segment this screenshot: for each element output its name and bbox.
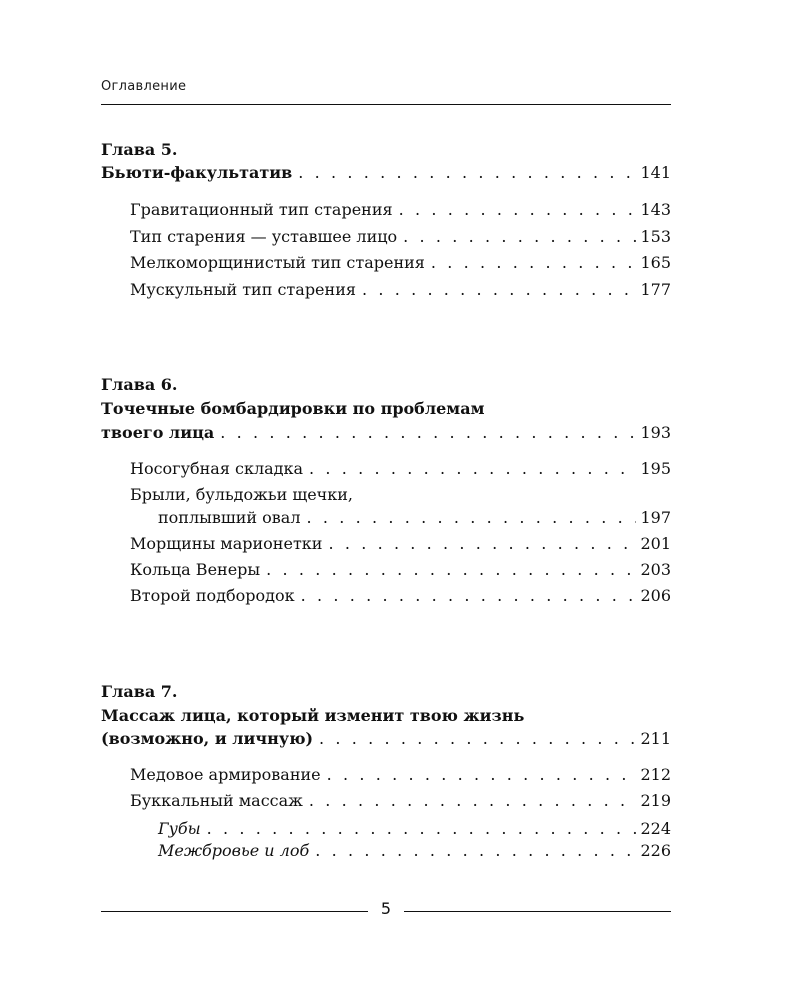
chapter-label-text: Глава 6. [101,375,178,394]
dot-leader [301,586,637,606]
page-number: 197 [640,508,671,527]
chapter-title-line [101,706,524,726]
page-number: 212 [640,765,671,784]
toc-entry[interactable] [130,534,671,554]
dot-leader [362,280,637,300]
page-number: 193 [640,423,671,442]
toc-entry[interactable] [130,765,671,785]
toc-subentry[interactable] [158,841,671,861]
dot-leader [431,253,637,273]
dot-leader [307,508,637,528]
dot-leader [399,200,637,220]
dot-leader [266,560,636,580]
dot-leader [309,791,637,811]
entry-title: Брыли, бульдожьи щечки, [130,485,353,504]
chapter-label [101,140,177,160]
page-number: 177 [640,280,671,299]
footer-rule-left [101,911,368,912]
toc-entry[interactable] [130,560,671,580]
page-number: 206 [640,586,671,605]
toc-entry[interactable] [130,459,671,479]
page-number: 211 [640,729,671,748]
dot-leader [220,423,636,443]
entry-title: Второй подбородок [130,586,295,605]
chapter-label-text: Глава 7. [101,682,178,701]
page-number: 201 [640,534,671,553]
entry-title: Морщины марионетки [130,534,323,553]
chapter-title: (возможно, и личную) [101,729,314,748]
chapter-title: Бьюти-факультатив [101,163,293,182]
chapter-label [101,375,177,395]
page-number: 141 [640,163,671,182]
running-head: Оглавление [101,79,187,94]
page-number: 143 [640,200,671,219]
dot-leader [309,459,636,479]
toc-entry[interactable] [130,227,671,247]
chapter-title: Массаж лица, который изменит твою жизнь [101,706,525,725]
dot-leader [298,163,636,183]
header-rule [101,104,671,105]
toc-entry[interactable] [130,586,671,606]
page-number: 224 [640,819,671,838]
toc-entry[interactable] [130,280,671,300]
subentry-title: Межбровье и лоб [158,841,310,860]
dot-leader [315,841,636,861]
dot-leader [327,765,637,785]
page-number: 153 [640,227,671,246]
page-number: 203 [640,560,671,579]
chapter-title-line[interactable] [101,163,671,183]
toc-entry[interactable] [130,791,671,811]
chapter-title-line[interactable] [101,729,671,749]
page-number: 165 [640,253,671,272]
entry-title: Буккальный массаж [130,791,303,810]
entry-title: Носогубная складка [130,459,304,478]
dot-leader [207,819,637,839]
dot-leader [328,534,636,554]
chapter-label-text: Глава 5. [101,140,178,159]
footer-rule-right [404,911,671,912]
subentry-title: Губы [158,819,201,838]
toc-entry-first-line[interactable] [130,485,671,505]
toc-entry[interactable] [158,508,671,528]
page-number: 195 [640,459,671,478]
entry-title: Кольца Венеры [130,560,261,579]
chapter-title: Точечные бомбардировки по проблемам [101,399,485,418]
page-number: 226 [640,841,671,860]
dot-leader [319,729,636,749]
page-folio: 5 [380,899,392,918]
entry-title: Мускульный тип старения [130,280,356,299]
dot-leader [403,227,636,247]
entry-title: поплывший овал [158,508,301,527]
entry-title: Гравитационный тип старения [130,200,393,219]
entry-title: Медовое армирование [130,765,321,784]
toc-subentry[interactable] [158,819,671,839]
toc-entry[interactable] [130,253,671,273]
chapter-title: твоего лица [101,423,215,442]
toc-entry[interactable] [130,200,671,220]
entry-title: Мелкоморщинистый тип старения [130,253,425,272]
page-number: 219 [640,791,671,810]
chapter-title-line [101,399,484,419]
chapter-title-line[interactable] [101,423,671,443]
entry-title: Тип старения — уставшее лицо [130,227,398,246]
chapter-label [101,682,177,702]
